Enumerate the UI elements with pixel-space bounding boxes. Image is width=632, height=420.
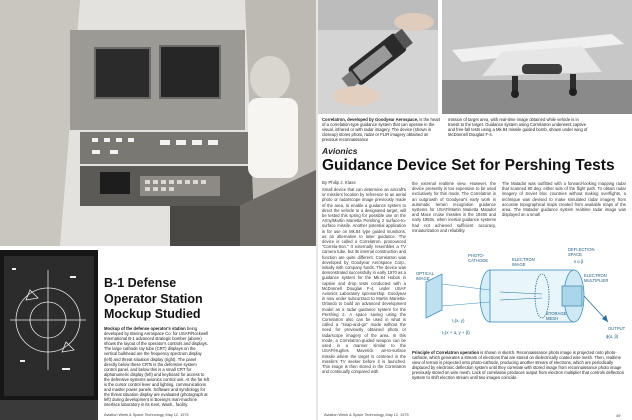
label-i1: I₁(x, y): [452, 318, 465, 323]
section-label: Avionics: [322, 146, 358, 156]
top-caption-lead: Correlatron, developed by Goodyear Aerospace,: [322, 117, 419, 122]
label-i2: I₂(x + α, y + β): [442, 330, 470, 335]
correlatron-device-illustration: [318, 0, 438, 114]
diagram-caption: [412, 350, 628, 410]
label-deflection-symbol: s α β: [574, 259, 584, 264]
label-output: OUTPUT: [608, 326, 626, 331]
correlatron-photo: [318, 0, 438, 114]
diagram-caption-lead: Principle of Correlatron operation: [412, 350, 480, 355]
threat-display-illustration: [0, 250, 98, 420]
top-caption-body: is the heart of a correlation-type guidance system that can operate in the visual, infrared or with radar imagery. The device (shown in closeup) stores photo, radar or FLIR imagery obtained on previous reconnaissance: [322, 117, 441, 143]
byline: By Philip J. Klass: [322, 180, 356, 185]
right-page: [318, 0, 632, 420]
label-electron-image: ELECTRON IMAGE: [512, 257, 535, 267]
operator-station-photo: [0, 0, 316, 246]
body-column-1: Small device that can determine an aircraft's or missile's location by reference to an aerial photo or radarscope image previously made of the area, to enable a guidance system to direct the vehicle to a designated target, will be tested this spring for possible use on the Army/Martin Marietta Pershing 2 surface-to-surface missile. Another potential application is for use on Mk.84 type guided munitions, as an alternative to laser guidance. The device is called a Correlatron, pronounced "Correla-tron." It externally resembles a TV camera tube, but its internal construction and function are quite different. Correlatron was developed by Goodyear Aerospace Corp., initially with company funds. The device was demonstrated successfully in early 1970 as a guidance system for the Mk.84 Hobos in captive and drop tests conducted with a McDonnell Douglas F-4, under USAF Avionics Laboratory sponsorship. Goodyear is now under subcontract to Martin Marietta-Orlando to build an advanced development model as a radar guidance system for the Pershing 2. A space saving using the Correlatron also can be used in what is called a "snap-and-go" mode without the need for previously obtained photo or radarscope imagery of the area. In this mode, a Correlatron-guided weapon can be used in a manner similar to the USAF/Hughes Maverick air-to-surface missile where the target is centered in the missile's TV seeker before it is launched. This image is then stored in the Correlatron and continually compared with: [322, 187, 406, 375]
f4-aircraft-photo: [442, 0, 632, 114]
top-caption-right: mission of target area, with real-time image obtained while vehicle is in transit to the target. Guidance system using Correlatron underwent captive and free-fall tests using a Mk.84 missile guided bomb, shown under wing of McDonnell Douglas F-4.: [448, 117, 588, 138]
right-footer: Aviation Week & Space Technology, May 12, 1975: [324, 413, 409, 417]
label-output-symbol: ϕ(α, β): [606, 334, 619, 339]
article-headline: Guidance Device Set for Pershing Tests: [322, 157, 615, 174]
f4-aircraft-illustration: [442, 0, 632, 114]
top-caption-left: [322, 117, 444, 143]
left-article-caption: [104, 326, 210, 412]
operator-station-illustration: [0, 0, 316, 246]
label-storage-mesh: STORAGE MESH: [546, 311, 567, 321]
threat-display-photo: [0, 250, 98, 420]
label-deflection-space: DEFLECTION SPACE: [568, 247, 595, 257]
left-caption-lead: Mockup of the defense operator's station: [104, 326, 186, 331]
left-article-title: B-1 Defense Operator Station Mockup Studied: [104, 276, 203, 321]
diagram-caption-body: is shown in sketch. Reconnaissance photo image is projected onto photo-cathode, which generates a stream of electrons that are stored on dielectrically coated wire mesh. Then, realtime view of terrain is projected onto photo-cathode, producing another stream of electrons, which are periodically displaced by electronic deflection system until they correlate with stored image from reconnaissance photo image previously stored on wire mesh. Lack of correlation produces output from electron multiplier that controls deflection system to shift electron stream until two images coincide.: [412, 350, 625, 381]
body-column-2: the external realtime view. However, the device presently is too expensive to be used exclusively for this mode. The Correlatron is an outgrowth of Goodyear's early work in automatic terrain recognition guidance systems for USAF/Martin Marietta Matador and Mace cruise missiles in the 1940s and early 1950s, when inertial guidance systems had not achieved sufficient accuracy, miniaturization and reliability.: [412, 181, 496, 233]
label-optical-image: OPTICAL IMAGE: [416, 271, 434, 281]
left-caption-body: being developed by Boeing Aerospace Co. for USAF/Rockwell International B-1 advanced strategic bomber (above) shows the layout of the operator's controls and displays. The large cathode ray tube (CRT) displays on the vertical bulkhead are the frequency spectrum display (left) and threat situation display (right). The panel directly below these CRTs is the defensive system control panel, and below this is a small CRT for alphanumeric display (left) and keyboard for access to the defensive systems avionics control unit. At the far left is the cursor control lever and lighting, communications and master power panels. Software and symbology for the threat situation display are evaluated (photograph at left) during development in Boeing's man-machine interface laboratory in its Kent, Wash., facility.: [104, 326, 210, 408]
label-electron-multiplier: ELECTRON MULTIPLIER: [584, 273, 609, 283]
correlatron-diagram: [412, 244, 628, 348]
left-footer: Aviation Week & Space Technology, May 12, 1975: [104, 413, 189, 417]
label-photo-cathode: PHOTO-CATHODE: [468, 253, 489, 263]
body-column-3: The Matador was outfitted with a forward-looking mapping radar that scanned 90 deg. either side of the flight path. To obtain radar imagery of Soviet bloc countries without making overflights, a technique was devised to make simulated radar imagery from accurate topographical maps created from available maps of the area. The Matador guidance system realtime radar image was displayed on a small: [502, 181, 626, 218]
page-number: 49: [616, 413, 621, 418]
